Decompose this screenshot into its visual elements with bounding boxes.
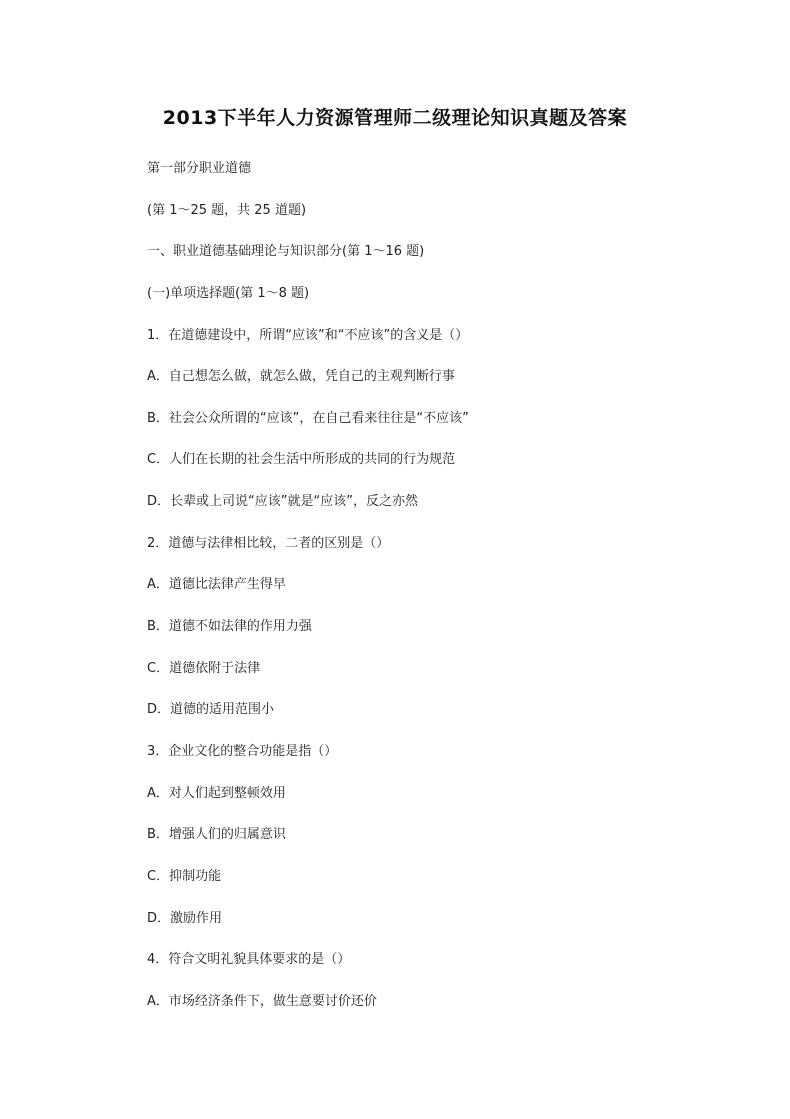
question-group-heading: (一)单项选择题(第 1～8 题) xyxy=(147,285,310,301)
question-3: 3．企业文化的整合功能是指（） xyxy=(147,743,338,759)
section-heading: 第一部分职业道德 xyxy=(147,161,252,176)
question-3-option-a: A．对人们起到整顿效用 xyxy=(147,785,286,801)
document-body xyxy=(147,158,747,1032)
subsection-heading: 一、职业道德基础理论与知识部分(第 1～16 题) xyxy=(147,244,425,260)
question-1: 1．在道德建设中，所谓“应该”和“不应该”的含义是（） xyxy=(147,327,469,343)
question-2-option-b: B．道德不如法律的作用力强 xyxy=(147,619,312,635)
question-2: 2．道德与法律相比较，二者的区别是（） xyxy=(147,535,390,551)
document-title: 2013下半年人力资源管理师二级理论知识真题及答案 xyxy=(162,107,628,129)
question-3-option-d: D．激励作用 xyxy=(147,910,223,926)
question-1-option-d: D．长辈或上司说“应该”就是“应该”，反之亦然 xyxy=(147,494,418,510)
question-1-option-c: C．人们在长期的社会生活中所形成的共同的行为规范 xyxy=(147,452,456,468)
question-1-option-a: A．自己想怎么做，就怎么做，凭自己的主观判断行事 xyxy=(147,369,455,385)
question-2-option-a: A．道德比法律产生得早 xyxy=(147,577,286,593)
question-2-option-c: C．道德依附于法律 xyxy=(147,660,261,676)
question-4-option-a: A．市场经济条件下，做生意要讨价还价 xyxy=(147,993,377,1009)
question-4: 4．符合文明礼貌具体要求的是（） xyxy=(147,952,351,968)
question-3-option-b: B．增强人们的归属意识 xyxy=(147,827,286,843)
question-2-option-d: D．道德的适用范围小 xyxy=(147,702,275,718)
question-1-option-b: B．社会公众所谓的“应该”，在自己看来往往是“不应该” xyxy=(147,410,469,426)
question-3-option-c: C．抑制功能 xyxy=(147,868,222,884)
section-range: (第 1～25 题，共 25 道题) xyxy=(147,202,307,218)
